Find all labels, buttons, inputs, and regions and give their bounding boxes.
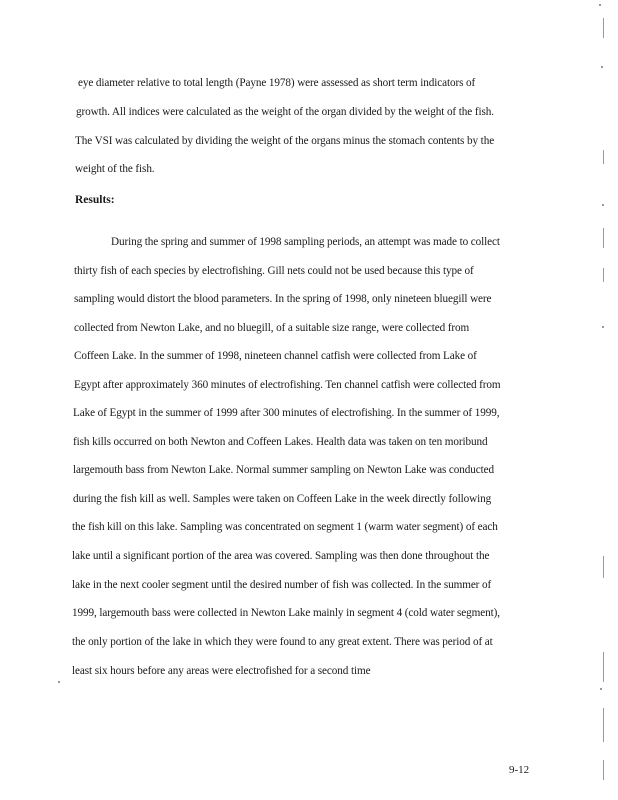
results-heading: Results: bbox=[75, 194, 115, 206]
scan-mark bbox=[603, 228, 604, 248]
text-line: weight of the fish. bbox=[75, 163, 155, 175]
scan-mark bbox=[599, 4, 601, 6]
text-line: Egypt after approximately 360 minutes of electrofishing. Ten channel catfish were collected from bbox=[74, 379, 501, 391]
text-line: the only portion of the lake in which they were found to any great extent. There was period of at bbox=[72, 636, 493, 648]
scan-mark bbox=[602, 326, 604, 328]
scan-mark bbox=[600, 688, 602, 690]
scan-mark bbox=[601, 66, 603, 68]
text-line: Coffeen Lake. In the summer of 1998, nineteen channel catfish were collected from Lake of bbox=[74, 350, 477, 362]
text-line: sampling would distort the blood parameters. In the spring of 1998, only nineteen bluegill were bbox=[74, 293, 492, 305]
scan-mark bbox=[603, 268, 604, 282]
text-line: largemouth bass from Newton Lake. Normal summer sampling on Newton Lake was conducted bbox=[73, 464, 494, 476]
scan-mark bbox=[603, 708, 604, 742]
text-line: least six hours before any areas were electrofished for a second time bbox=[72, 665, 371, 677]
scan-mark bbox=[603, 556, 604, 578]
text-line: lake until a significant portion of the area was covered. Sampling was then done throughout the bbox=[72, 550, 490, 562]
scan-mark bbox=[603, 652, 604, 682]
text-line: Lake of Egypt in the summer of 1999 after 300 minutes of electrofishing. In the summer of 1999, bbox=[73, 407, 500, 419]
scan-mark bbox=[603, 18, 604, 38]
text-line: eye diameter relative to total length (Payne 1978) were assessed as short term indicators of bbox=[78, 77, 476, 89]
text-line: thirty fish of each species by electrofishing. Gill nets could not be used because this type of bbox=[74, 265, 474, 277]
scan-mark bbox=[602, 204, 604, 206]
text-line: The VSI was calculated by dividing the weight of the organs minus the stomach contents by the bbox=[75, 135, 495, 147]
text-line: during the fish kill as well. Samples were taken on Coffeen Lake in the week directly following bbox=[73, 493, 492, 505]
text-line: collected from Newton Lake, and no bluegill, of a suitable size range, were collected from bbox=[74, 322, 470, 334]
page-number: 9-12 bbox=[509, 764, 530, 776]
scan-mark bbox=[603, 760, 604, 780]
scan-mark bbox=[58, 681, 60, 683]
scan-mark bbox=[603, 150, 604, 164]
text-line: the fish kill on this lake. Sampling was concentrated on segment 1 (warm water segment) of each bbox=[72, 521, 498, 533]
text-line: lake in the next cooler segment until the desired number of fish was collected. In the summer of bbox=[72, 579, 492, 591]
text-line: fish kills occurred on both Newton and Coffeen Lakes. Health data was taken on ten moribund bbox=[73, 436, 488, 448]
text-line: During the spring and summer of 1998 sampling periods, an attempt was made to collect bbox=[111, 236, 500, 248]
text-line: 1999, largemouth bass were collected in Newton Lake mainly in segment 4 (cold water segment), bbox=[72, 607, 500, 619]
text-line: growth. All indices were calculated as the weight of the organ divided by the weight of the fish. bbox=[76, 106, 494, 118]
